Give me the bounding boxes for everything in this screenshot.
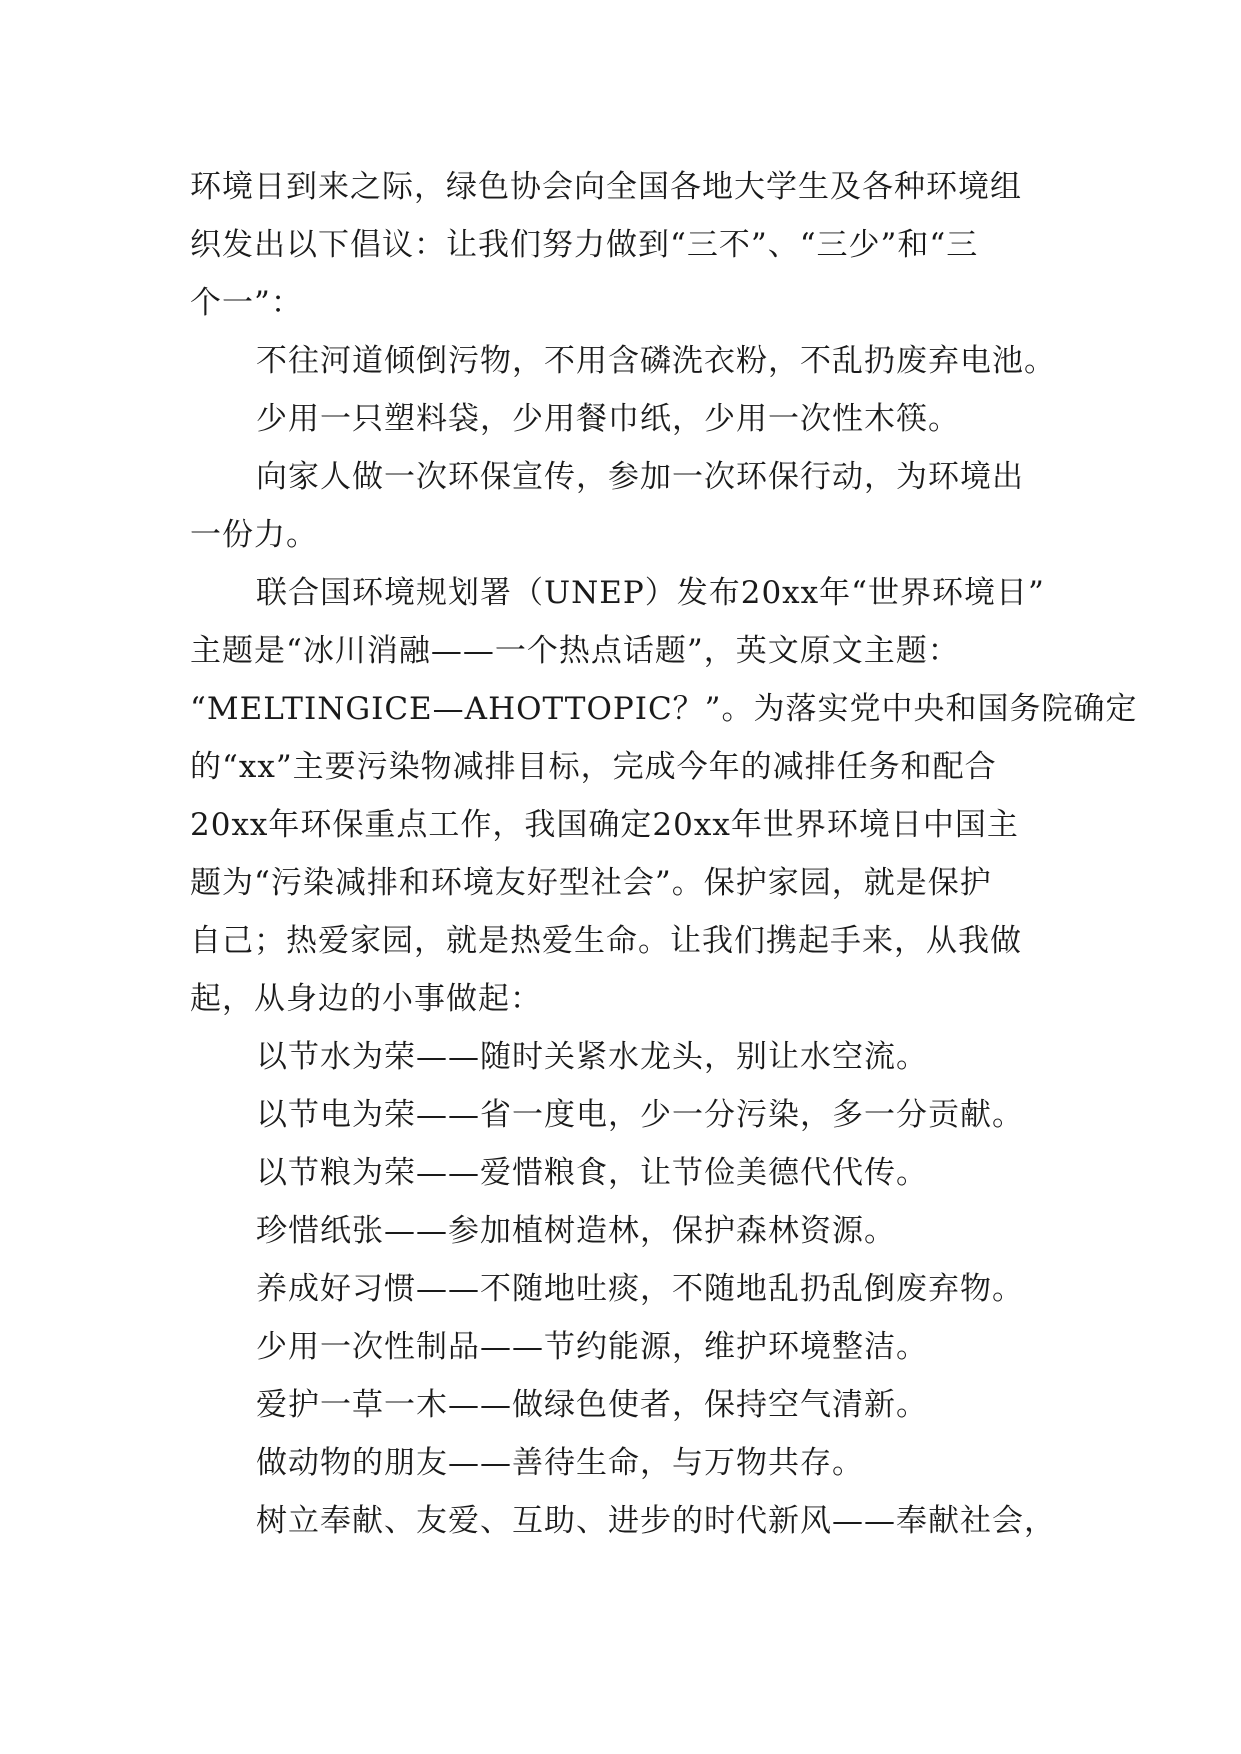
text-line: 树立奉献、友爱、互助、进步的时代新风——奉献社会，: [256, 1503, 1056, 1539]
text-line: 不往河道倾倒污物，不用含磷洗衣粉，不乱扔废弃电池。: [256, 343, 1056, 379]
text-line: 养成好习惯——不随地吐痰，不随地乱扔乱倒废弃物。: [256, 1271, 1024, 1307]
text-line: 起，从身边的小事做起：: [190, 981, 542, 1017]
text-line: 一份力。: [190, 517, 318, 553]
text-line: 少用一次性制品——节约能源，维护环境整洁。: [256, 1329, 928, 1365]
text-line: 以节水为荣——随时关紧水龙头，别让水空流。: [256, 1039, 928, 1075]
text-line: 织发出以下倡议：让我们努力做到“三不”、“三少”和“三: [190, 227, 979, 263]
text-line: 向家人做一次环保宣传，参加一次环保行动，为环境出: [256, 459, 1024, 495]
text-line: 环境日到来之际，绿色协会向全国各地大学生及各种环境组: [190, 169, 1022, 205]
text-line: 的“xx”主要污染物减排目标，完成今年的减排任务和配合: [190, 749, 997, 785]
text-line: 爱护一草一木——做绿色使者，保持空气清新。: [256, 1387, 928, 1423]
text-line: 主题是“冰川消融——一个热点话题”，英文原文主题：: [190, 633, 960, 669]
text-line: 少用一只塑料袋，少用餐巾纸，少用一次性木筷。: [256, 401, 960, 437]
text-line: 题为“污染减排和环境友好型社会”。保护家园，就是保护: [190, 865, 992, 901]
text-line: 自己；热爱家园，就是热爱生命。让我们携起手来，从我做: [190, 923, 1022, 959]
text-line: 个一”：: [190, 285, 303, 321]
text-line: 20xx年环保重点工作，我国确定20xx年世界环境日中国主: [190, 807, 1019, 843]
text-line: 珍惜纸张——参加植树造林，保护森林资源。: [256, 1213, 896, 1249]
text-line: “MELTINGICE—AHOTTOPIC？”。为落实党中央和国务院确定: [190, 691, 1138, 727]
body-text: [190, 158, 1138, 1550]
text-line: 以节电为荣——省一度电，少一分污染，多一分贡献。: [256, 1097, 1024, 1133]
text-line: 做动物的朋友——善待生命，与万物共存。: [256, 1445, 864, 1481]
text-line: 联合国环境规划署（UNEP）发布20xx年“世界环境日”: [256, 575, 1045, 611]
text-line: 以节粮为荣——爱惜粮食，让节俭美德代代传。: [256, 1155, 928, 1191]
